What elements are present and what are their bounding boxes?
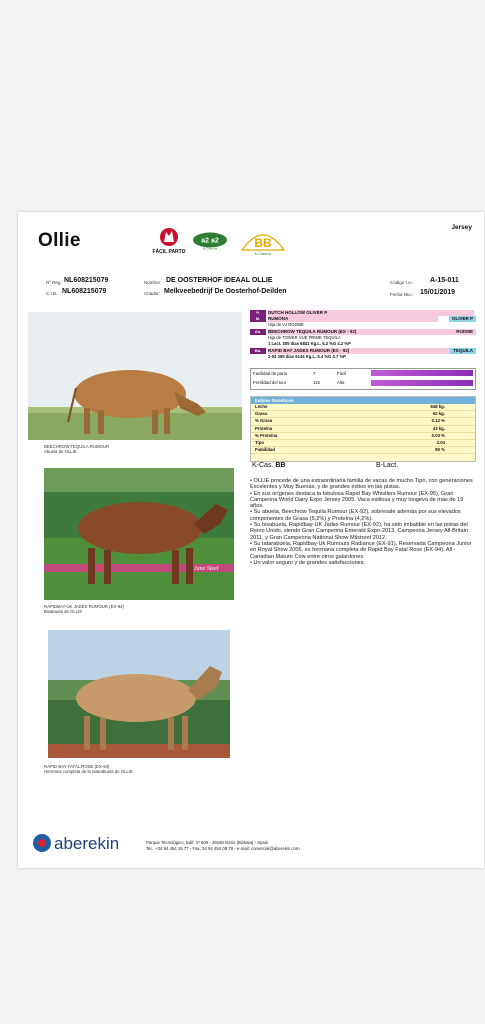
genetic-row: Fiabilidad 80 % — [251, 447, 475, 454]
nreg-label: Nº Reg: — [46, 280, 62, 285]
caption-full-sister: RAPID BAY FATAL ROSE (EX-94) Hermana completa de la tatarabuela de OLLIE — [44, 764, 133, 774]
nombre-value: DE OOSTERHOF IDEAAL OLLIE — [166, 277, 273, 284]
criador-label: Criador: — [144, 291, 161, 296]
granddam-sire-short: RODME — [453, 329, 476, 335]
granddam-name: BEECHROW TEQUILA RUMOUR (EX - 92) — [268, 329, 474, 335]
fecha-value: 15/01/2019 — [420, 289, 456, 296]
genetic-row: Proteína 43 kg. — [251, 426, 475, 433]
great-granddam-tag: Bb. — [250, 348, 266, 354]
granddam-lactation: 1 Lact. 305 días 6841 Kg.L. 5.2 %G 4.2 %P — [268, 341, 351, 346]
breed-label: Jersey — [451, 224, 472, 231]
calving-ease-bar — [371, 370, 473, 376]
beta-lactoglobulin: B-Lact. — [376, 462, 399, 469]
fertility-label: Fertilidad del toro — [253, 380, 287, 385]
genetic-row: Grasa 62 kg. — [251, 411, 475, 418]
great-granddam-name: RAPID BAY JADES RUMOUR (EX - 92) — [268, 348, 474, 354]
nreg-value: NL608215079 — [64, 277, 109, 284]
cib-value: NL608215079 — [62, 288, 107, 295]
genetic-row: Tipo 2.04 — [251, 440, 475, 447]
photo-great-granddam — [44, 468, 234, 600]
dam-parentage: Hija de VJ RODME — [268, 322, 304, 327]
great-granddam-lactation: 2-03 305 días 6134 Kg.L. 5.4 %G 3.7 %P — [268, 354, 346, 359]
dam-name: RUMONA — [268, 316, 438, 322]
cib-label: C.I.B.: — [46, 291, 59, 296]
photo-full-sister — [48, 630, 230, 758]
calving-ease-word: Fácil — [337, 371, 347, 376]
granddam-tag: Ab. — [250, 329, 266, 335]
codigo-label: Código I.A.: — [390, 280, 414, 285]
description-text: • OLLIE procede de una extraordinaria familia de vacas de mucho Tipo, con generaciones Excelentes y Muy Buenas, y de grandes éxitos en las pistas. • En sus orígenes destaca la fabulosa Rapid Bay Whistlers Rumour (EX-95), Gran Campeona World Dairy Expo Jersey 2005. Vaca estilosa y muy longeva de más de 19 años. • Su abuela, Beechrow Tequila Rumour (EX-92), sobresale además por sus elevados componentes de Grasa (5,2%) y Proteína (4,2%). • Su bisabuela, Rapidbay-UK Jades Rumour (EX-92), ha sido imbatible en las pistas del Reino Unido, siendo Gran Campeona Emerald Expo-2013, Campeona Jersey All-Britain 2011, y Gran Campeona National Show Milstreet 2012. • Su tatarabuela, Rapidbay-Uk Rumours Radiance (EX-91), Reservada Campeona Junior en Royal Show 2006, es hermana completa de Rapid Bay Fatal Rose (EX-94), All -Canadian Mature Cow entre otros galardones. • Un valor seguro y de grandes satisfacciones. — [250, 478, 473, 566]
footer-address: Parque Tecnológico, Edif. nº 600 - 48160 Derio (Bizkaia) - Spain Tel.: +34 94 454 15 77 - Fax: 34 94 454 08 78 - e-mail: comercial@aberekin.com — [146, 840, 300, 851]
bull-name: Ollie — [38, 230, 81, 251]
genetic-index-title: Índices Genéticos — [251, 397, 475, 404]
codigo-value: A-15-011 — [430, 277, 459, 284]
a2a2-logo — [192, 232, 228, 250]
nombre-label: Nombre: — [144, 280, 162, 285]
bb-subtext: K-Caseína — [254, 252, 272, 256]
catalog-page — [18, 212, 484, 868]
calving-ease-label: Facilidad de parto — [253, 371, 288, 376]
photographer-signature: Jane Steel — [194, 566, 219, 572]
bb-text: BB — [254, 236, 272, 250]
genetic-row: % Grasa 0.12 % — [251, 418, 475, 425]
sire-name: DUTCH HOLLOW OLIVER P — [268, 310, 474, 316]
photo-granddam — [28, 312, 242, 440]
great-granddam-sire-short: TEQUILA — [450, 348, 476, 354]
fertility-value: 115 — [313, 380, 320, 385]
genetic-index-table — [250, 396, 476, 462]
aberekin-text: aberekin — [54, 834, 120, 853]
criador-value: Melkveebedrijf De Oosterhof-Deilden — [164, 288, 287, 295]
sire-tag: P. — [250, 310, 266, 316]
fertility-bar — [371, 380, 473, 386]
facil-parto-text: FÁCIL PARTO — [152, 249, 186, 255]
caption-granddam: BEECHROW TEQUILA RUMOUR Abuela de OLLIE — [44, 444, 110, 454]
a2a2-subtext: B-Caseína — [202, 246, 218, 251]
calving-ease-value: 7 — [313, 371, 316, 376]
caption-great-granddam: RAPIDBAY-UK JADES RUMOUR (EX-92) Bisabuela de OLLIE — [44, 604, 124, 614]
kappa-casein: K-Cas. BB — [252, 462, 286, 469]
fertility-word: Alta — [337, 380, 345, 385]
facil-parto-logo — [152, 226, 186, 260]
fecha-label: Fecha Nto.: — [390, 292, 414, 297]
bb-kappa-casein-logo — [240, 226, 286, 256]
dam-tag: M. — [250, 316, 266, 322]
a2a2-text: a2 a2 — [201, 237, 219, 245]
sire-short: OLIVER P — [449, 316, 476, 322]
aberekin-logo — [32, 830, 142, 856]
genetic-row: % Proteína 0.03 % — [251, 433, 475, 440]
calving-fertility-table — [250, 368, 476, 390]
granddam-parentage: Hija de TOWER VUE PRIME TEQUILA — [268, 335, 341, 340]
genetic-row: Leche 848 kg. — [251, 404, 475, 411]
